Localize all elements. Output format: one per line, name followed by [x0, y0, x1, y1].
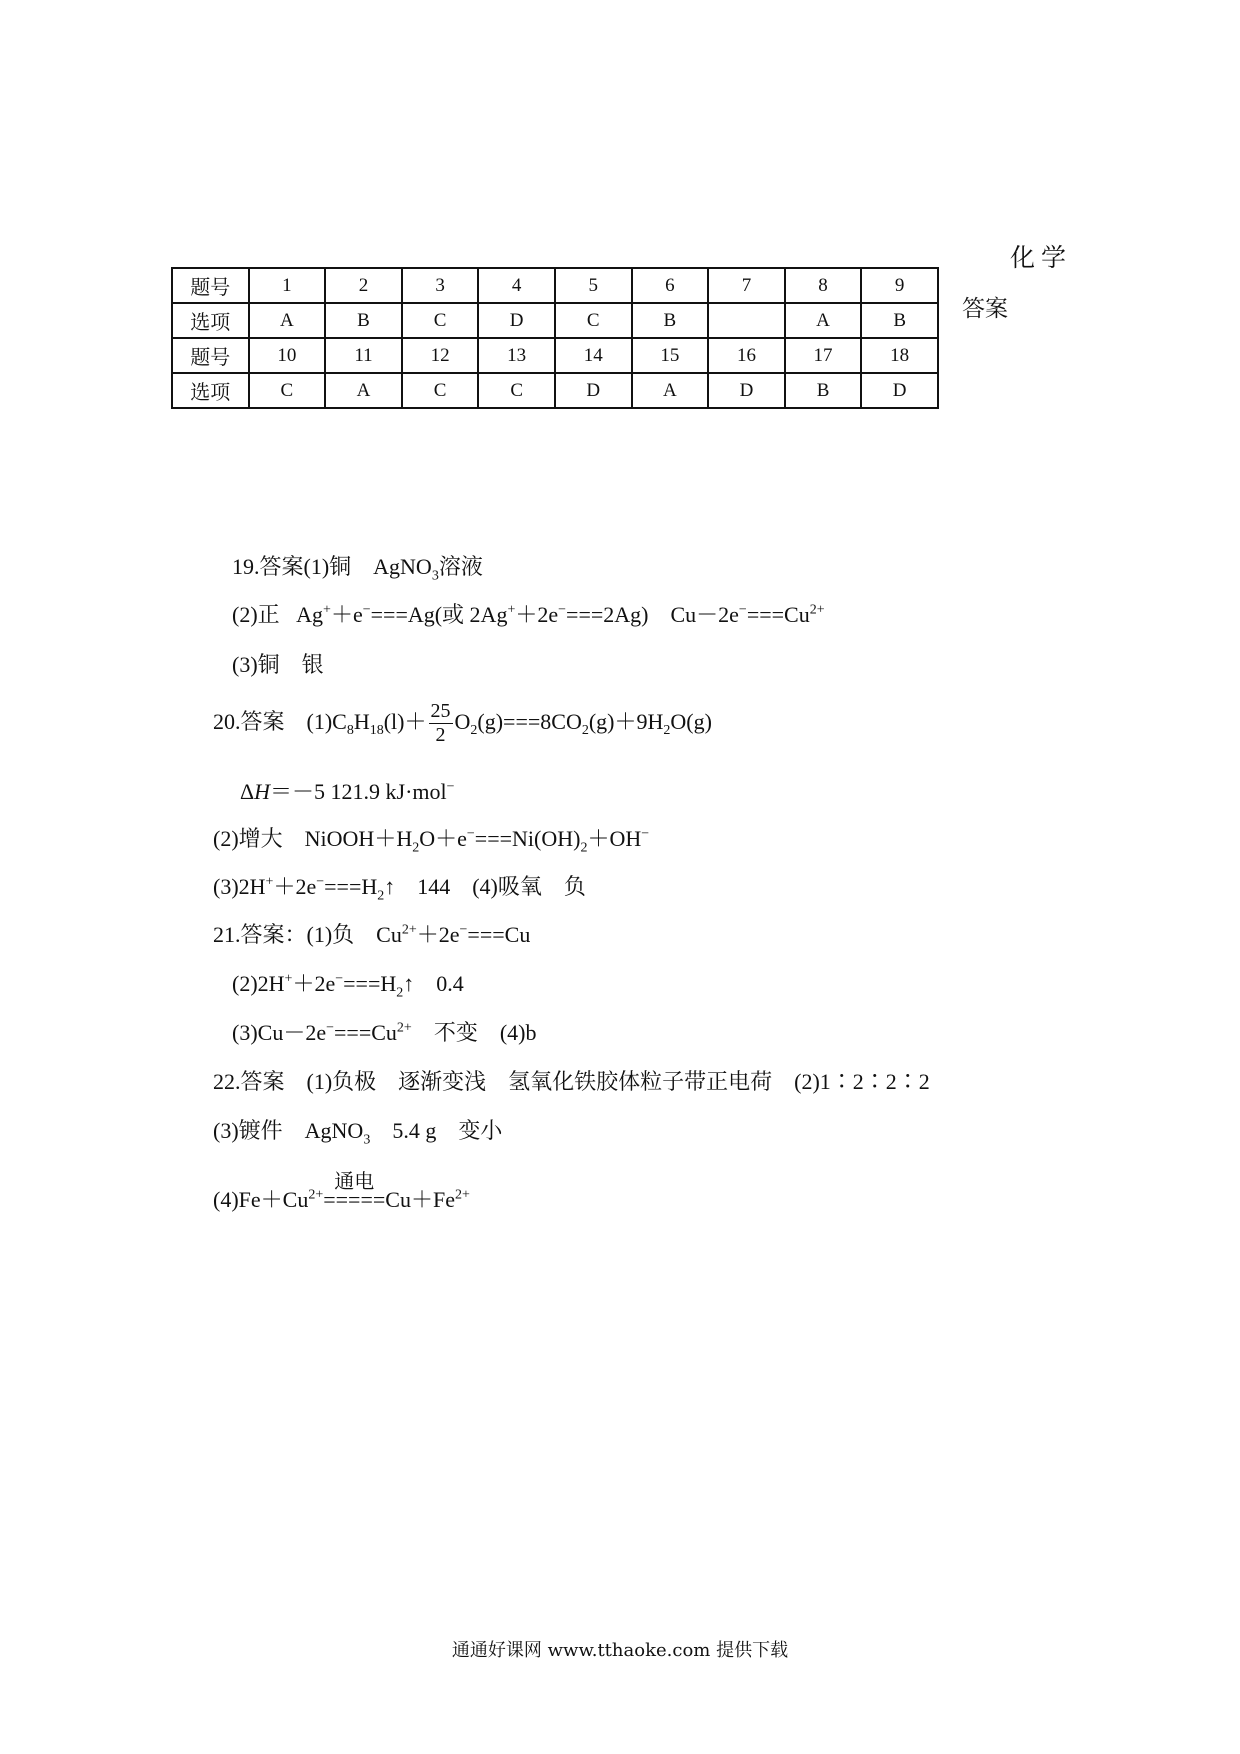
q20-dh: ΔH＝－5 121.9 kJ·mol− [240, 779, 455, 804]
table-cell: 13 [478, 338, 555, 373]
table-cell: 2 [325, 268, 402, 303]
q19-line2: (2)正 Ag+＋e−===Ag(或 2Ag+＋2e−===2Ag) $Cu-2e^-===Cu^{2+}$ [232, 602, 825, 627]
table-cell [708, 303, 785, 338]
answer-table [171, 267, 939, 409]
table-cell: 3 [402, 268, 479, 303]
table-cell: 14 [555, 338, 632, 373]
table-cell: A [249, 303, 326, 338]
condition-arrow: 通电 ===== [323, 1171, 386, 1212]
table-row [172, 338, 938, 373]
table-cell: D [478, 303, 555, 338]
table-row-header: 题号 [172, 338, 249, 373]
footer-credit: 通通好课网 www.tthaoke.com 提供下载 [451, 1640, 789, 1661]
table-cell: 10 [249, 338, 326, 373]
table-cell: C [478, 373, 555, 408]
table-cell: 4 [478, 268, 555, 303]
q22-line3: $(4)Fe+Cu^{2+}$ 通电 $=====Cu+Fe^{2+}$ [213, 1171, 470, 1212]
fraction: $\frac{25}{2}$ [430, 700, 451, 746]
table-cell: B [861, 303, 938, 338]
table-cell: C [555, 303, 632, 338]
table-cell: D [555, 373, 632, 408]
q20-line3: (2)增大 $NiOOH+H_2O+e^-===Ni(OH)_2+OH^-$ [213, 826, 650, 856]
q19-line1: 19.答案(1)铜 AgNO$_3$溶液 [232, 554, 483, 584]
table-cell: C [249, 373, 326, 408]
table-cell: B [632, 303, 709, 338]
table-cell: B [325, 303, 402, 338]
table-cell: D [708, 373, 785, 408]
table-cell: 6 [632, 268, 709, 303]
table-cell: 9 [861, 268, 938, 303]
table-row-header: 选项 [172, 373, 249, 408]
table-cell: 5 [555, 268, 632, 303]
table-cell: B [785, 373, 862, 408]
table-cell: A [632, 373, 709, 408]
doc-subtitle: 答案 [962, 296, 1008, 322]
table-cell: C [402, 303, 479, 338]
table-row [172, 268, 938, 303]
table-cell: 17 [785, 338, 862, 373]
table-cell: 15 [632, 338, 709, 373]
q22-line2: (3)镀件 AgNO$_3$ 5.4 g 变小 [213, 1118, 503, 1148]
table-cell: A [325, 373, 402, 408]
table-cell: 12 [402, 338, 479, 373]
q20-line1: 20.答案 $(1)C_8H_{18}(l)+$ $\frac{25}{2}$ $O_2(g)===8CO_2(g)+9H_2O(g)$ [213, 700, 712, 746]
doc-title: 化学 [1010, 243, 1073, 272]
table-row-header: 选项 [172, 303, 249, 338]
table-cell: C [402, 373, 479, 408]
q21-line1: 21.答案：(1)负 $Cu^{2+}+2e^-===Cu$ [213, 922, 531, 947]
q22-line1: 22.答案 (1)负极 逐渐变浅 氢氧化铁胶体粒子带正电荷 (2)1∶2∶2∶2 [213, 1069, 930, 1094]
table-row-header: 题号 [172, 268, 249, 303]
table-cell: 18 [861, 338, 938, 373]
table-row [172, 373, 938, 408]
table-cell: 1 [249, 268, 326, 303]
q21-line3: $(3)Cu-2e^-===Cu^{2+}$ 不变 (4)b [232, 1020, 537, 1045]
table-cell: A [785, 303, 862, 338]
q19-line3: (3)铜 银 [232, 652, 324, 677]
table-row [172, 303, 938, 338]
table-cell: 16 [708, 338, 785, 373]
table-cell: 8 [785, 268, 862, 303]
table-cell: 7 [708, 268, 785, 303]
q20-line4: $(3)2H^++2e^-===H_2↑$ 144 (4)吸氧 负 [213, 874, 586, 904]
table-cell: 11 [325, 338, 402, 373]
q21-line2: $(2)2H^++2e^-===H_2↑$ 0.4 [232, 971, 464, 1001]
table-cell: D [861, 373, 938, 408]
